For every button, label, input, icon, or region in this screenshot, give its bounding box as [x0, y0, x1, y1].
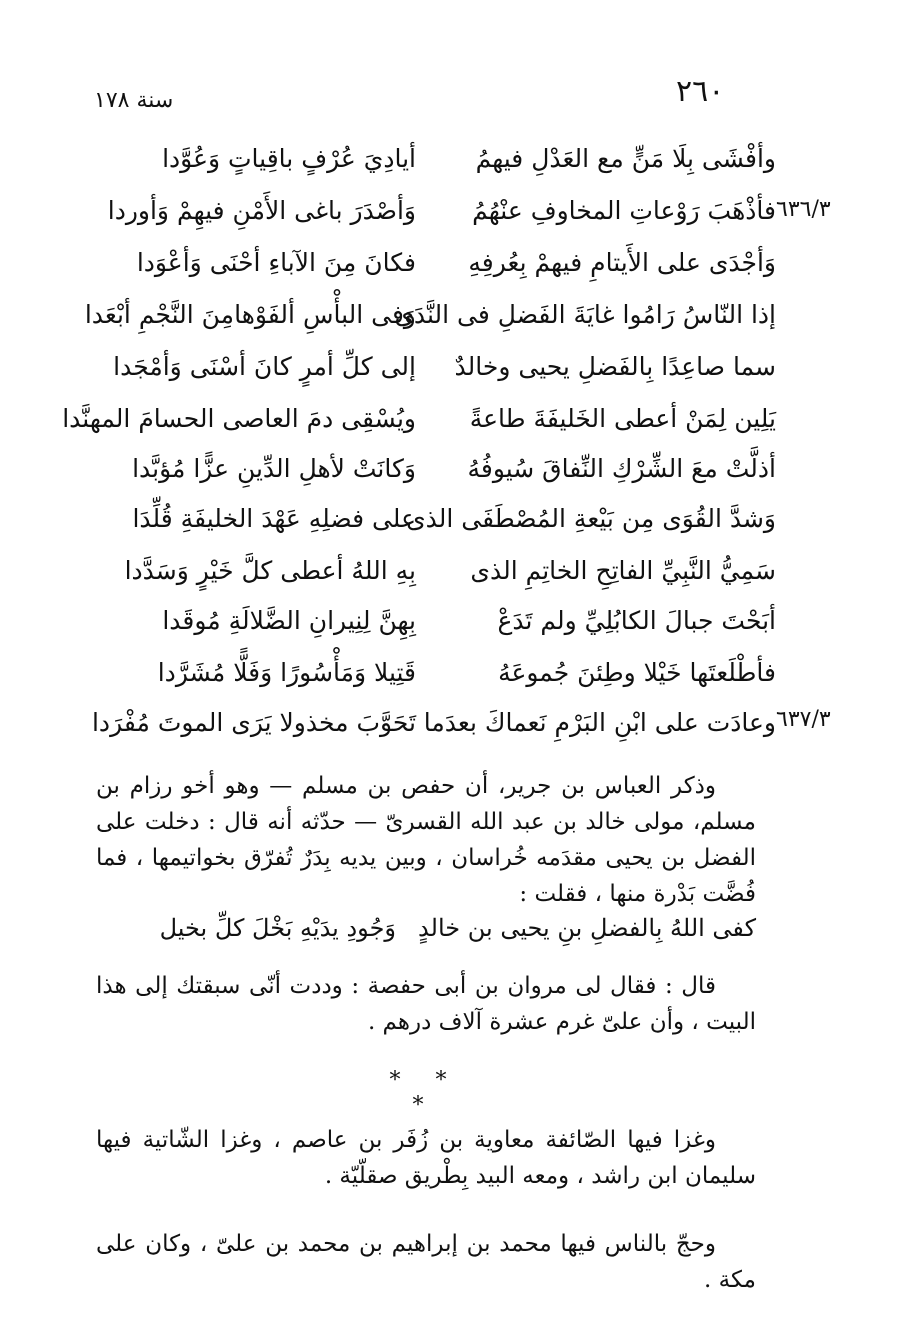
verse-second-hemistich: قَتِيلا وَمَأْسُورًا وَفَلًّا مُشَرَّدا [157, 657, 416, 687]
verse-first-hemistich: وَأجْدَى على الأَيتامِ فيهمْ بِعُرفِهِ [468, 247, 776, 277]
prose-paragraph: وغزا فيها الصّائفة معاوية بن زُفَر بن عاصم ، وغزا الشّاتية فيها سليمان ابن راشد ، ومعه البيد بِطْريق صقلّيّة . [96, 1127, 756, 1189]
poem-verse [86, 595, 776, 645]
poem-verse [86, 493, 776, 543]
verse-second-hemistich: ويُسْقِى دمَ العاصى الحسامَ المهنَّدا [62, 403, 416, 433]
margin-reference: ٦٣٧/٣ [776, 707, 831, 732]
verse-first-hemistich: أبَحْتَ جبالَ الكابُلِيِّ ولم تَدَعْ [497, 605, 776, 635]
verse-first-hemistich: يَلِين لِمَنْ أعطى الخَليفَةَ طاعةً [469, 403, 776, 433]
prose-paragraph: وذكر العباس بن جرير، أن حفص بن مسلم — وهو أخو رزام بن مسلم، مولى خالد بن عبد الله القسرىّ — حدّثه أنه قال : دخلت على الفضل بن يحيى مقدَمه خُراسان ، وبين يديه بِدَرٌ تُفرّق بخواتيمها ، فما فُضَّت بَدْرة منها ، فقلت : [96, 773, 756, 907]
verse-first-hemistich: وَشدَّ القُوَى مِن بَيْعةِ المُصْطَفَى الذى [406, 503, 776, 533]
verse-first-hemistich: سَمِيُّ النَّبِيِّ الفاتِحِ الخاتِمِ الذى [470, 555, 776, 585]
verse-second-hemistich: وَأصْدَرَ باغى الأَمْنِ فيهِمْ وَأوردا [107, 195, 416, 225]
poem-verse [86, 133, 776, 183]
prose-paragraph: وحجّ بالناس فيها محمد بن إبراهيم بن محمد بن علىّ ، وكان على مكة . [96, 1231, 756, 1293]
verse-first-hemistich: فأذْهَبَ رَوْعاتِ المخاوفِ عنْهُمُ [472, 195, 776, 225]
verse-first-hemistich: كفى اللهُ بِالفضلِ بنِ يحيى بن خالدٍ [418, 914, 756, 942]
poem-verse [86, 185, 776, 235]
verse-second-hemistich: وَفى البأْسِ ألفَوْهامِنَ النَّجْمِ أبْعَدا [84, 299, 416, 329]
verse-first-hemistich: أذلَّتْ معَ الشِّرْكِ النِّفاقَ سُيوفُهُ [467, 453, 776, 483]
verse-second-hemistich: وَكانَتْ لأهلِ الدِّينِ عزًّا مُؤبَّدا [132, 453, 416, 483]
verse-second-hemistich: تَحَوَّبَ مخذولا يَرَى الموتَ مُفْرَدا [91, 707, 416, 737]
poem-verse [86, 443, 776, 493]
quoted-verse [96, 906, 756, 950]
page-number: ٢٦٠ [676, 74, 725, 109]
margin-reference: ٦٣٦/٣ [776, 197, 831, 222]
poem-verse [86, 289, 776, 339]
verse-first-hemistich: سما صاعِدًا بِالفَضلِ يحيى وخالدٌ [454, 351, 776, 381]
verse-second-hemistich: أيادِيَ عُرْفٍ باقِياتٍ وَعُوَّدا [162, 143, 416, 173]
verse-first-hemistich: إذا النّاسُ رَامُوا غايَةَ الفَضلِ فى النَّدَى [394, 299, 776, 329]
poem-verse [86, 341, 776, 391]
verse-first-hemistich: وعادَت على ابْنِ البَرْمِ نَعماكَ بعدَما [423, 707, 776, 737]
poem-verse [86, 545, 776, 595]
poem-verse [86, 697, 776, 747]
verse-second-hemistich: على فضلِهِ عَهْدَ الخليفَةِ قُلِّدَا [132, 503, 416, 533]
verse-second-hemistich: إلى كلِّ أمرٍ كانَ أسْنَى وَأمْجَدا [113, 351, 416, 381]
poem-verse [86, 647, 776, 697]
verse-first-hemistich: وأفْشَى بِلَا مَنٍّ مع العَدْلِ فيهمُ [475, 143, 776, 173]
verse-first-hemistich: فأطْلَعتَها خَيْلا وطِئنَ جُموعَهُ [498, 657, 776, 687]
verse-second-hemistich: بِهِ اللهُ أعطى كلَّ خَيْرٍ وَسَدَّدا [124, 555, 416, 585]
verse-second-hemistich: وَجُودِ يدَيْهِ بَخْلَ كلِّ بخيل [159, 914, 396, 942]
poem-verse [86, 237, 776, 287]
verse-second-hemistich: بِهِنَّ لِنِيرانِ الضَّلالَةِ مُوقَدا [162, 605, 416, 635]
prose-paragraph: قال : فقال لى مروان بن أبى حفصة : وددت أنّى سبقتك إلى هذا البيت ، وأن علىّ غرم عشرة آلاف درهم . [96, 973, 756, 1035]
running-header-year: سنة ١٧٨ [94, 88, 174, 113]
verse-second-hemistich: فكانَ مِنَ الآباءِ أحْنَى وَأعْوَدا [136, 247, 416, 277]
section-separator: * * * [389, 1068, 461, 1118]
poem-verse [62, 393, 776, 443]
